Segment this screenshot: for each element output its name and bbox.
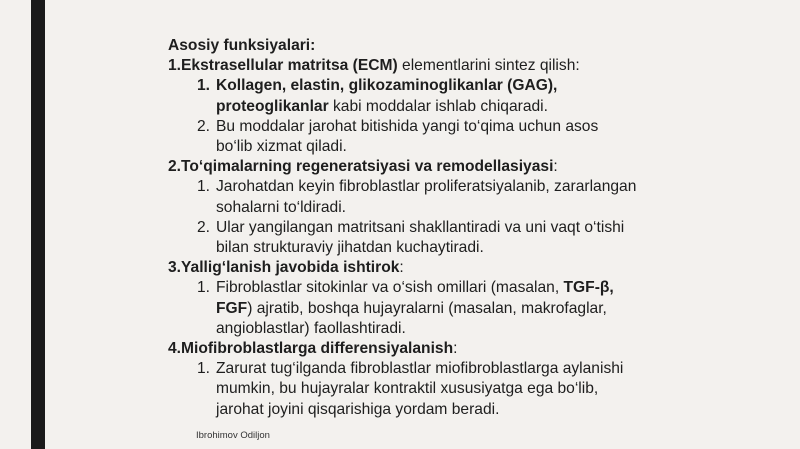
item-number: 1.: [197, 178, 211, 196]
sub-list: [168, 359, 638, 420]
section-number: 1.: [168, 57, 182, 75]
item-number: 2.: [197, 218, 211, 236]
list-item: [168, 278, 638, 339]
item-text: Bu moddalar jarohat bitishida yangi to‘qima uchun asos bo‘lib xizmat qiladi.: [216, 117, 599, 156]
item-number: 2.: [197, 117, 211, 135]
item-number: 1.: [197, 360, 211, 378]
list-item: [168, 359, 638, 420]
section-number: 2.: [168, 158, 182, 176]
left-accent-bar: [31, 0, 45, 449]
sub-list: [168, 76, 638, 157]
section-title-rest: :: [399, 259, 404, 277]
section-title-rest: :: [553, 158, 558, 176]
item-text: Ular yangilangan matritsani shakllantiradi va uni vaqt o‘tishi bilan strukturaviy jihatdan kuchaytiradi.: [216, 218, 625, 257]
section-ecm-synthesis: [168, 56, 638, 157]
item-text: ) ajratib, boshqa hujayralarni (masalan, makrofaglar, angioblastlar) faollashtiradi.: [216, 299, 607, 337]
section-title-bold: Yallig‘lanish javobida ishtirok: [181, 259, 400, 277]
item-bold-text: TGF-β, FGF: [216, 279, 614, 317]
item-pre-text: Fibroblastlar sitokinlar va o‘sish omillari (masalan,: [216, 279, 564, 297]
section-title-bold: To‘qimalarning regeneratsiyasi va remodellasiyasi: [181, 158, 554, 176]
list-item: [168, 76, 638, 116]
sub-list: [168, 177, 638, 258]
list-item: [168, 177, 638, 217]
item-number: 1.: [197, 279, 211, 297]
section-regeneration: [168, 157, 638, 258]
section-title: [168, 339, 638, 359]
item-bold-text: Kollagen, elastin, glikozaminoglikanlar (GAG), proteoglikanlar: [216, 77, 558, 115]
section-title-rest: :: [453, 340, 458, 358]
section-title: [168, 258, 638, 278]
footer-author: Ibrohimov Odiljon: [196, 430, 270, 441]
item-text: Zarurat tug‘ilganda fibroblastlar miofibroblastlarga aylanishi mumkin, bu hujayralar kontraktil xususiyatga ega bo‘lib, jarohat joyini qisqarishiga yordam beradi.: [216, 360, 624, 418]
item-text: Jarohatdan keyin fibroblastlar proliferatsiyalanib, zararlangan sohalarni to‘ldiradi.: [216, 178, 637, 216]
section-number: 4.: [168, 340, 182, 358]
slide-heading: Asosiy funksiyalari:: [168, 37, 316, 54]
list-item: [168, 117, 638, 157]
section-number: 3.: [168, 259, 182, 277]
item-number: 1.: [197, 77, 211, 95]
slide-content: [168, 36, 638, 420]
section-myofibroblast: [168, 339, 638, 420]
sub-list: [168, 278, 638, 339]
section-title-rest: elementlarini sintez qilish:: [397, 57, 580, 75]
item-text: kabi moddalar ishlab chiqaradi.: [328, 97, 548, 115]
section-title: [168, 157, 638, 177]
section-title: [168, 56, 638, 76]
section-inflammation: [168, 258, 638, 339]
list-item: [168, 218, 638, 258]
section-title-bold: Ekstrasellular matritsa (ECM): [181, 57, 398, 75]
section-title-bold: Miofibroblastlarga differensiyalanish: [181, 340, 454, 358]
